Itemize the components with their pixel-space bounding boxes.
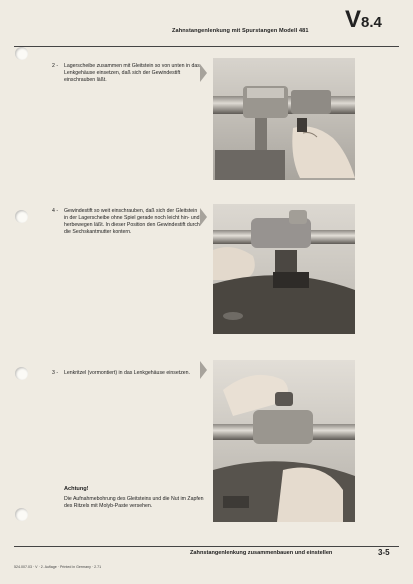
punch-hole-4 [15, 508, 28, 521]
warning-note [64, 486, 204, 510]
punch-hole-1 [15, 47, 28, 60]
section-code-letter: V [345, 6, 362, 33]
footer-title: Zahnstangenlenkung zusammenbauen und einstellen [190, 550, 333, 556]
header-rule [14, 46, 399, 47]
step-photo-3 [213, 360, 355, 522]
warning-heading: Achtung! [64, 486, 89, 492]
step-number: 4 - [52, 208, 59, 214]
punch-hole-3 [15, 367, 28, 380]
step-text-2 [52, 208, 200, 236]
section-code-number: 8.4 [361, 14, 382, 31]
step-pointer-1 [200, 64, 207, 82]
step-photo-1 [213, 58, 355, 180]
step-number: 2 - [52, 63, 59, 69]
step-description: Lenkritzel (vormontiert) in das Lenkgehäuse einsetzen. [64, 370, 191, 376]
step-text-3 [52, 370, 200, 377]
punch-hole-2 [15, 210, 28, 223]
step-text-1 [52, 63, 200, 84]
header-title: Zahnstangenlenkung mit Spurstangen Modell 481 [172, 28, 309, 34]
step-description: Gewindestift so weit einschrauben, daß sich der Gleitstein in der Lagerscheibe ohne Spiel gerade noch leicht hin- und herbewegen läßt. In dieser Position den Gewindestift durch die Sechskantmutter kontern. [64, 208, 200, 235]
step-pointer-3 [200, 361, 207, 379]
warning-text: Die Aufnahmebohrung des Gleitsteins und die Nut im Zapfen des Ritzels mit Molyb-Paste versehen. [64, 496, 204, 509]
step-number: 3 - [52, 370, 59, 376]
print-info: 524.007.03 · V · 2. Auflage · Printed in Germany · 2.71 [14, 565, 102, 569]
step-pointer-2 [200, 208, 207, 226]
page-number: 3-5 [378, 548, 390, 557]
footer-rule [14, 546, 399, 547]
step-photo-2 [213, 204, 355, 334]
step-description: Lagerscheibe zusammen mit Gleitstein so von unten in das Lenkgehäuse einsetzen, daß sich der Gewindestift einschrauben läßt. [64, 63, 200, 83]
section-code [345, 6, 382, 34]
